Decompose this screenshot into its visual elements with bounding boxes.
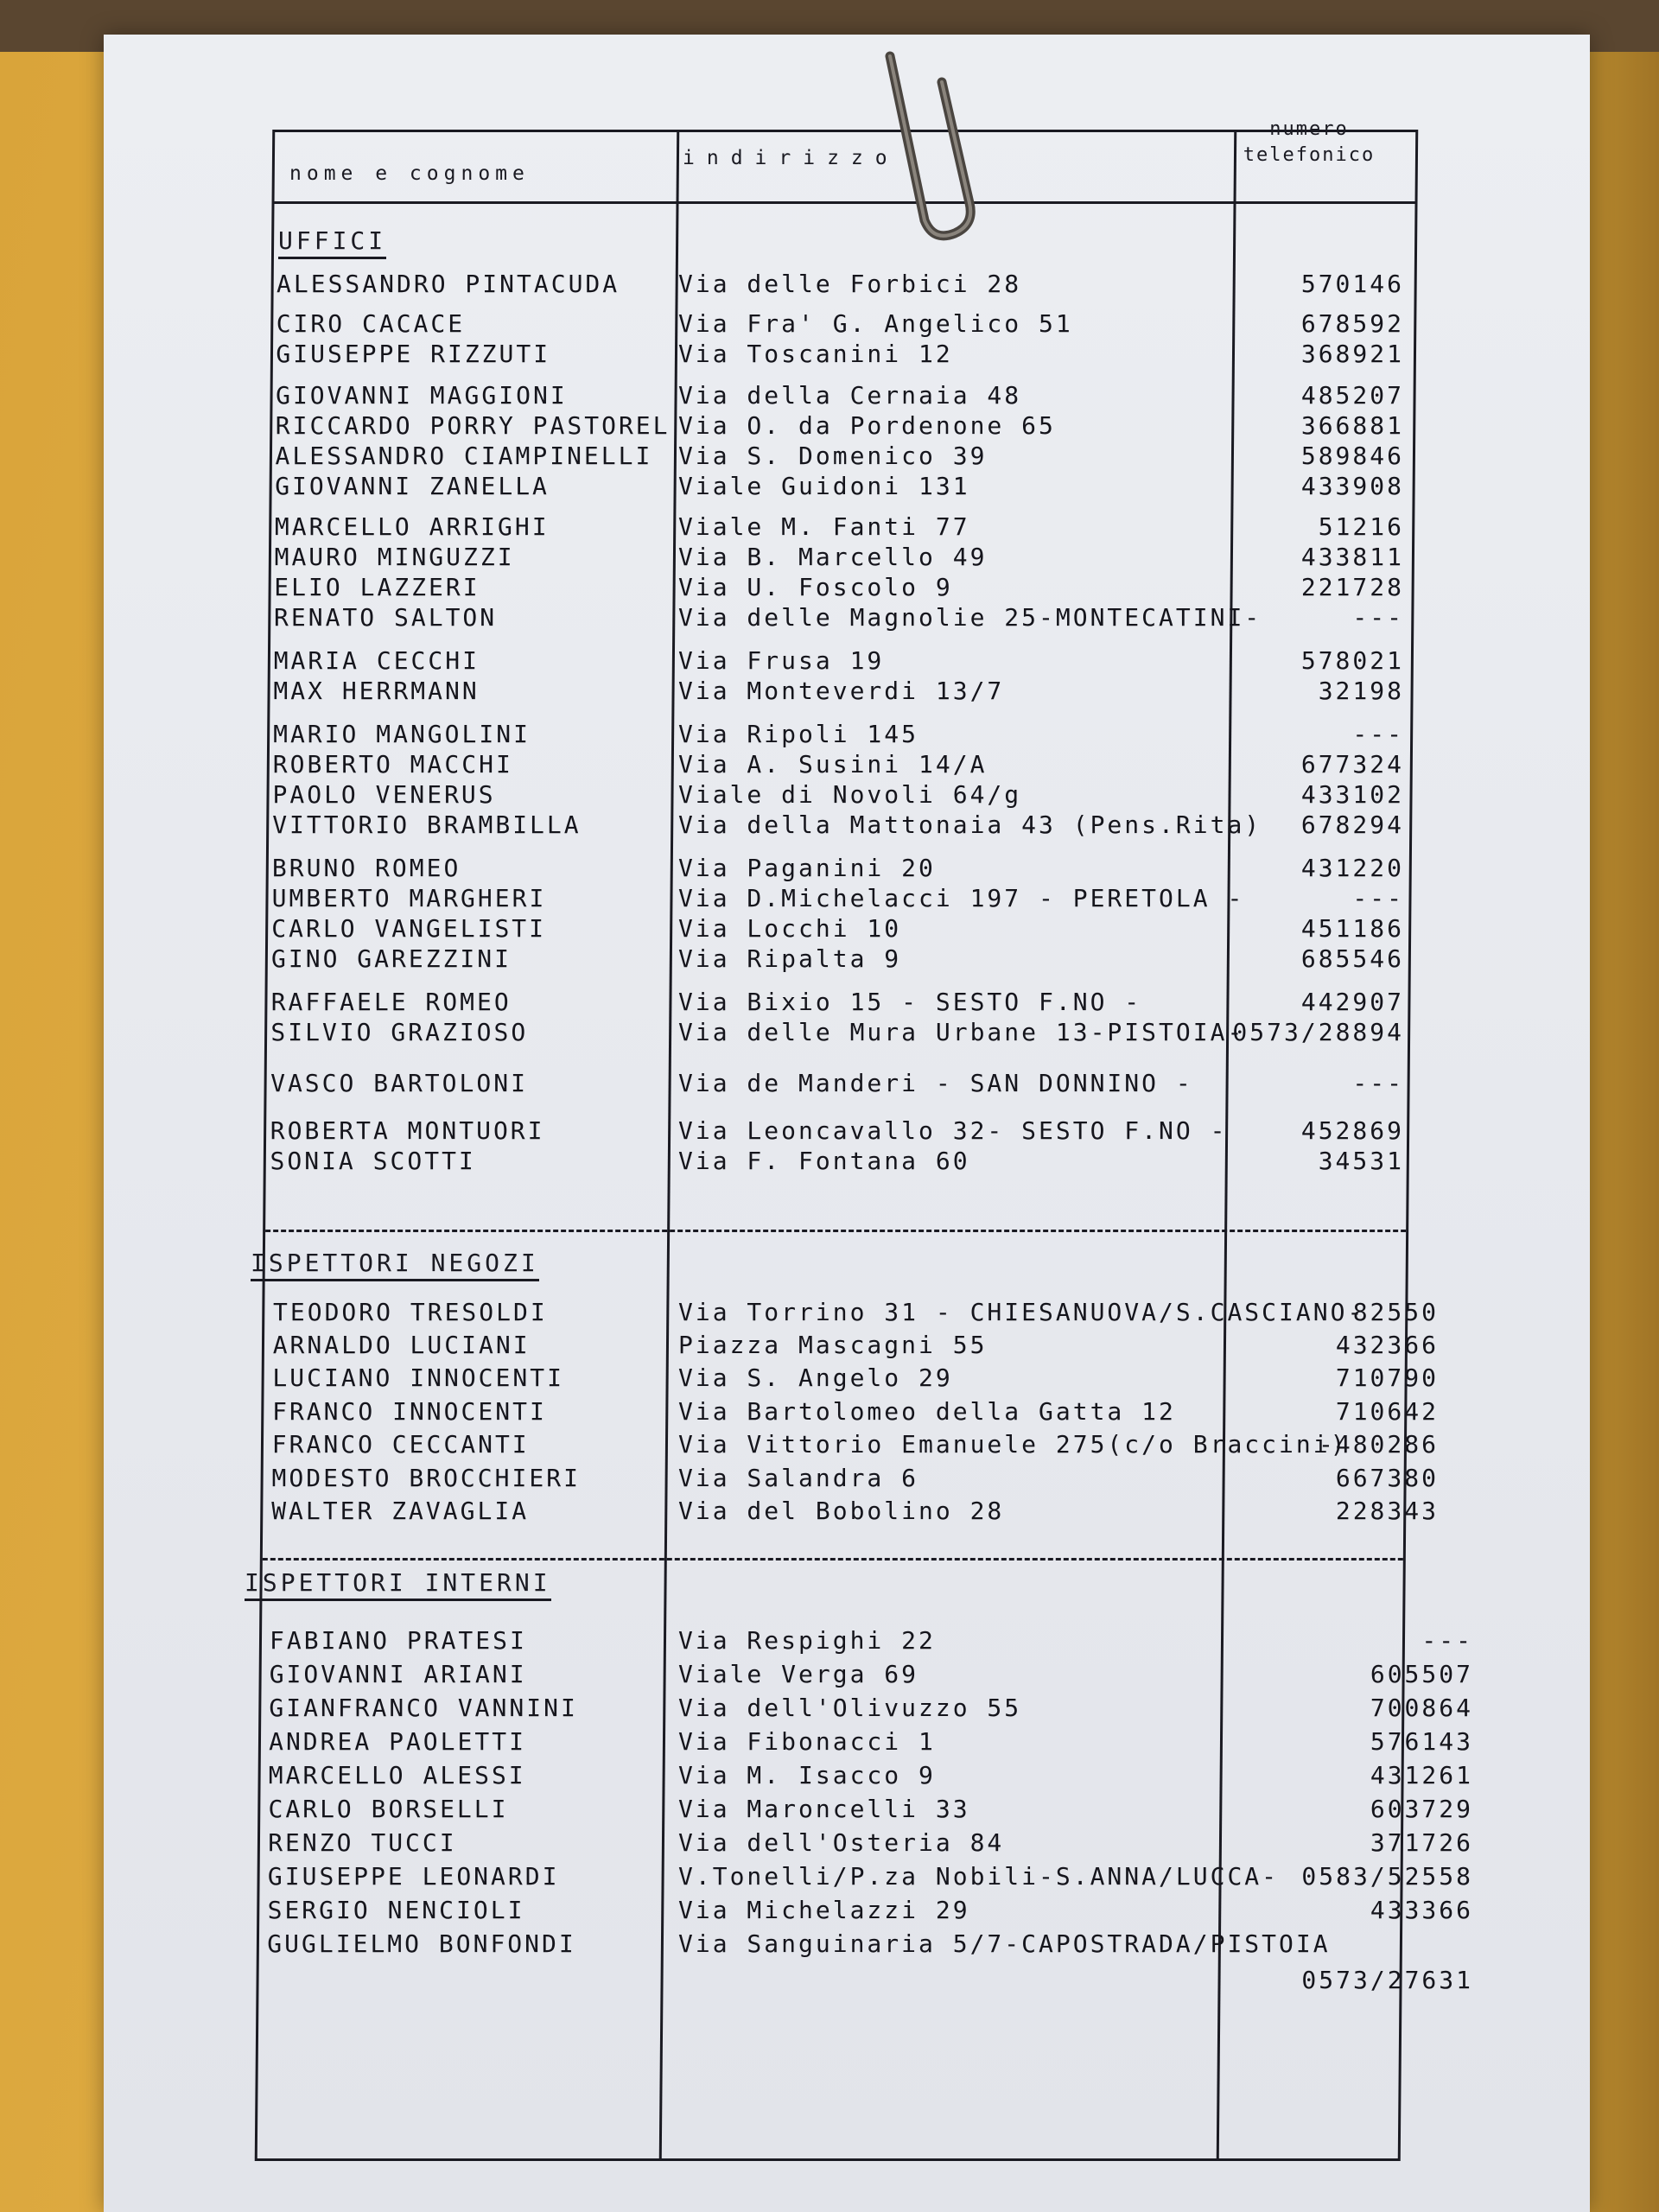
contact-address: Via Leoncavallo 32- SESTO F.NO - [678, 1116, 1228, 1145]
contact-phone: 678294 [1300, 810, 1404, 839]
contact-phone: --- [1352, 603, 1404, 632]
contact-name: GINO GAREZZINI [271, 944, 512, 973]
contact-phone: 452869 [1300, 1116, 1404, 1145]
list-item [0, 780, 1659, 815]
contact-address: Viale Verga 69 [678, 1660, 919, 1688]
contact-address: Via Michelazzi 29 [678, 1896, 970, 1924]
contact-address: Via delle Forbici 28 [678, 270, 1022, 298]
contact-phone: 685546 [1300, 944, 1404, 973]
contact-phone: 485207 [1300, 381, 1404, 410]
contact-name: PAOLO VENERUS [272, 780, 496, 809]
contact-phone: 431261 [1370, 1761, 1473, 1789]
contact-name: VASCO BARTOLONI [270, 1069, 528, 1097]
contact-address: Via Frusa 19 [678, 646, 885, 675]
list-item [0, 1896, 1659, 1930]
contact-phone: --- [1352, 884, 1404, 912]
contact-name: TEODORO TRESOLDI [273, 1298, 548, 1326]
paper-clip-icon [873, 48, 985, 246]
contact-name: UMBERTO MARGHERI [271, 884, 547, 912]
contact-name: RAFFAELE ROMEO [270, 988, 512, 1016]
contact-address: Via Fra' G. Angelico 51 [678, 309, 1073, 338]
contact-address: Via Sanguinaria 5/7-CAPOSTRADA/PISTOIA [678, 1929, 1331, 1958]
contact-address: Via Torrino 31 - CHIESANUOVA/S.CASCIANO- [678, 1298, 1365, 1326]
contact-phone: 82550 [1352, 1298, 1439, 1326]
list-item [0, 1363, 1659, 1398]
contact-phone: 433366 [1370, 1896, 1473, 1924]
contact-phone: 677324 [1300, 750, 1404, 779]
list-item [0, 472, 1659, 506]
contact-name: MAX HERRMANN [273, 677, 480, 705]
contact-address: Via Respighi 22 [678, 1626, 936, 1655]
contact-name: GIOVANNI ARIANI [269, 1660, 527, 1688]
contact-name: ANDREA PAOLETTI [269, 1727, 526, 1756]
contact-name: WALTER ZAVAGLIA [271, 1497, 530, 1525]
list-item [0, 309, 1659, 344]
list-item [0, 1626, 1659, 1661]
contact-phone: 0583/52558 [1301, 1862, 1473, 1891]
list-item [0, 1147, 1659, 1181]
contact-phone: -480286 [1318, 1430, 1439, 1459]
contact-address: Via A. Susini 14/A [678, 750, 988, 779]
contact-address: Via Locchi 10 [678, 914, 902, 943]
list-item [0, 1397, 1659, 1432]
contact-phone: 0573/28894 [1232, 1018, 1404, 1046]
contact-address: Via Ripalta 9 [678, 944, 902, 973]
contact-address: Via Salandra 6 [678, 1464, 919, 1492]
contact-name: GIOVANNI ZANELLA [275, 472, 550, 500]
list-item [0, 914, 1659, 949]
contact-name: FRANCO CECCANTI [271, 1430, 530, 1459]
contact-address: Via dell'Olivuzzo 55 [678, 1694, 1022, 1722]
contact-phone: 589846 [1300, 442, 1404, 470]
list-item [0, 1430, 1659, 1465]
contact-phone: --- [1352, 1069, 1404, 1097]
contact-address: Via Monteverdi 13/7 [678, 677, 1005, 705]
list-item [0, 1727, 1659, 1762]
header-name: nome e cognome [289, 162, 530, 185]
contact-name: LUCIANO INNOCENTI [272, 1363, 564, 1392]
contact-name: GIUSEPPE LEONARDI [267, 1862, 560, 1891]
contact-phone: 433811 [1300, 543, 1404, 571]
contact-name: SONIA SCOTTI [270, 1147, 476, 1175]
contact-name: ROBERTO MACCHI [272, 750, 513, 779]
contact-name: MARIA CECCHI [273, 646, 480, 675]
list-item [0, 810, 1659, 845]
list-item [0, 1464, 1659, 1498]
contact-phone: 34531 [1318, 1147, 1404, 1175]
list-item [0, 1929, 1659, 1994]
list-item [0, 512, 1659, 547]
header-phone [1227, 117, 1391, 168]
contact-address: Via della Mattonaia 43 (Pens.Rita) [678, 810, 1262, 839]
contact-name: BRUNO ROMEO [271, 854, 461, 882]
contact-phone: 710790 [1335, 1363, 1439, 1392]
contact-phone: 700864 [1370, 1694, 1473, 1722]
contact-address: Via Bixio 15 - SESTO F.NO - [678, 988, 1142, 1016]
contact-name: ELIO LAZZERI [274, 573, 480, 601]
contact-address: Via de Manderi - SAN DONNINO - [678, 1069, 1193, 1097]
contact-address: Via della Cernaia 48 [678, 381, 1022, 410]
contact-name: MARCELLO ARRIGHI [274, 512, 550, 541]
list-item [0, 988, 1659, 1022]
contact-address: Viale di Novoli 64/g [678, 780, 1022, 809]
list-item [0, 677, 1659, 711]
contact-name: SERGIO NENCIOLI [267, 1896, 525, 1924]
contact-phone: 221728 [1300, 573, 1404, 601]
contact-phone: --- [1421, 1626, 1473, 1655]
contact-phone: 32198 [1318, 677, 1404, 705]
contact-name: RENATO SALTON [274, 603, 498, 632]
contact-address: Via B. Marcello 49 [678, 543, 988, 571]
contact-address: Via U. Foscolo 9 [678, 573, 953, 601]
contact-phone: 605507 [1370, 1660, 1473, 1688]
list-item [0, 854, 1659, 888]
list-item [0, 750, 1659, 785]
contact-address: Via Fibonacci 1 [678, 1727, 936, 1756]
list-item [0, 1018, 1659, 1052]
section-title: ISPETTORI INTERNI [245, 1568, 551, 1601]
contact-name: FABIANO PRATESI [270, 1626, 527, 1655]
list-item [0, 340, 1659, 374]
list-item [0, 1298, 1659, 1332]
list-item [0, 646, 1659, 681]
list-item [0, 573, 1659, 607]
list-item [0, 442, 1659, 476]
contact-phone: 603729 [1370, 1795, 1473, 1823]
contact-name: MARIO MANGOLINI [273, 720, 531, 748]
contact-address: Via Vittorio Emanuele 275(c/o Braccini) [678, 1430, 1348, 1459]
contact-name: GIUSEPPE RIZZUTI [276, 340, 551, 368]
contact-address: Via D.Michelacci 197 - PERETOLA - [678, 884, 1245, 912]
contact-phone: 366881 [1300, 411, 1404, 440]
contact-address: Via Toscanini 12 [678, 340, 953, 368]
contact-address: V.Tonelli/P.za Nobili-S.ANNA/LUCCA- [678, 1862, 1280, 1891]
contact-phone: 433908 [1300, 472, 1404, 500]
contact-phone: 667380 [1335, 1464, 1439, 1492]
list-item [0, 543, 1659, 577]
list-item [0, 603, 1659, 638]
contact-phone: 710642 [1335, 1397, 1439, 1426]
contact-address: Viale M. Fanti 77 [678, 512, 970, 541]
list-item [0, 1331, 1659, 1365]
contact-name: GIANFRANCO VANNINI [269, 1694, 578, 1722]
contact-name: MARCELLO ALESSI [268, 1761, 526, 1789]
contact-phone: 451186 [1300, 914, 1404, 943]
contact-address: Via dell'Osteria 84 [678, 1828, 1005, 1857]
contact-address: Via S. Domenico 39 [678, 442, 988, 470]
header-phone-line2: telefonico [1243, 144, 1376, 166]
contact-name: RENZO TUCCI [268, 1828, 457, 1857]
contact-phone: 578021 [1300, 646, 1404, 675]
contact-address: Via S. Angelo 29 [678, 1363, 953, 1392]
contact-name: SILVIO GRAZIOSO [270, 1018, 529, 1046]
header-rule [275, 201, 1415, 204]
list-item [0, 944, 1659, 979]
list-item [0, 1828, 1659, 1863]
contact-phone: 678592 [1300, 309, 1404, 338]
list-item [0, 411, 1659, 446]
list-item [0, 884, 1659, 918]
contact-address: Via Paganini 20 [678, 854, 936, 882]
contact-phone: --- [1352, 720, 1404, 748]
contact-address: Via Maroncelli 33 [678, 1795, 970, 1823]
contact-name: ALESSANDRO PINTACUDA [276, 270, 620, 298]
contact-name: ARNALDO LUCIANI [272, 1331, 531, 1359]
contact-name: ROBERTA MONTUORI [270, 1116, 545, 1145]
section-title: UFFICI [278, 226, 386, 259]
header-address: indirizzo [683, 147, 899, 169]
contact-phone: 228343 [1335, 1497, 1439, 1525]
contact-address: Via delle Magnolie 25-MONTECATINI- [678, 603, 1262, 632]
contact-address: Viale Guidoni 131 [678, 472, 970, 500]
contact-name: CARLO BORSELLI [268, 1795, 509, 1823]
contact-address: Via Bartolomeo della Gatta 12 [678, 1397, 1176, 1426]
contact-address: Via delle Mura Urbane 13-PISTOIA- [678, 1018, 1245, 1046]
contact-phone: 371726 [1370, 1828, 1473, 1857]
contact-address: Via M. Isacco 9 [678, 1761, 936, 1789]
list-item [0, 381, 1659, 416]
list-item [0, 1660, 1659, 1694]
list-item [0, 1761, 1659, 1796]
contact-phone: 51216 [1318, 512, 1404, 541]
contact-phone: 0573/27631 [1301, 1966, 1473, 1994]
contact-phone: 433102 [1300, 780, 1404, 809]
section-title: ISPETTORI NEGOZI [251, 1249, 539, 1281]
contact-phone: 368921 [1300, 340, 1404, 368]
contact-name: CIRO CACACE [276, 309, 466, 338]
contact-name: ALESSANDRO CIAMPINELLI [275, 442, 653, 470]
list-item [0, 270, 1659, 304]
section-divider-1 [265, 1230, 1406, 1232]
contact-name: RICCARDO PORRY PASTOREL [275, 411, 671, 440]
list-item [0, 1795, 1659, 1829]
contact-name: GIOVANNI MAGGIONI [276, 381, 568, 410]
header-phone-line1: numero [1269, 118, 1349, 140]
contact-name: MODESTO BROCCHIERI [271, 1464, 581, 1492]
contact-address: Via del Bobolino 28 [678, 1497, 1005, 1525]
contact-name: VITTORIO BRAMBILLA [272, 810, 582, 839]
list-item [0, 1497, 1659, 1531]
contact-name: FRANCO INNOCENTI [272, 1397, 547, 1426]
contact-phone: 570146 [1300, 270, 1404, 298]
list-item [0, 720, 1659, 754]
contact-address: Piazza Mascagni 55 [678, 1331, 988, 1359]
list-item [0, 1069, 1659, 1103]
contact-name: GUGLIELMO BONFONDI [267, 1929, 576, 1958]
contact-name: MAURO MINGUZZI [274, 543, 515, 571]
contact-phone: 432366 [1335, 1331, 1439, 1359]
contact-phone: 431220 [1300, 854, 1404, 882]
list-item [0, 1694, 1659, 1728]
list-item [0, 1862, 1659, 1897]
contact-address: Via F. Fontana 60 [678, 1147, 970, 1175]
contact-phone: 442907 [1300, 988, 1404, 1016]
contact-address: Via Ripoli 145 [678, 720, 919, 748]
section-divider-2 [263, 1558, 1403, 1560]
list-item [0, 1116, 1659, 1151]
contact-address: Via O. da Pordenone 65 [678, 411, 1056, 440]
contact-name: CARLO VANGELISTI [271, 914, 547, 943]
contact-phone: 576143 [1370, 1727, 1473, 1756]
